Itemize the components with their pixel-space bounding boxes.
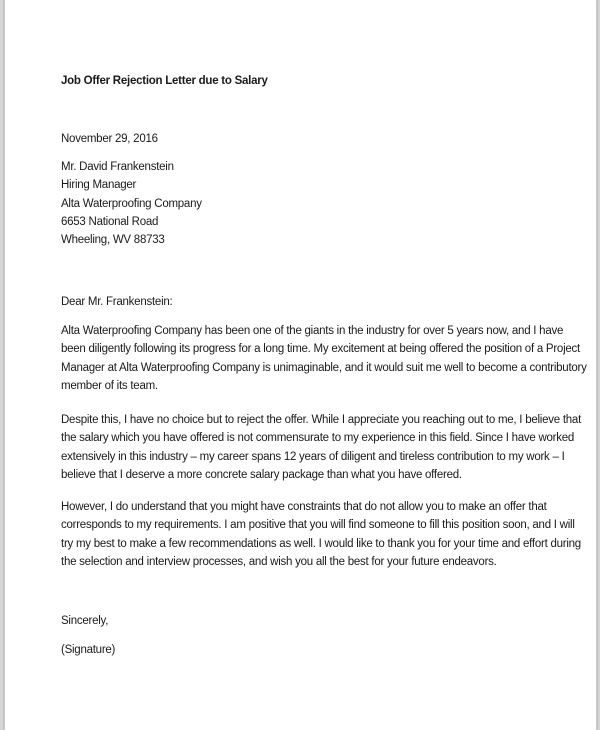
paragraph-line: try my best to make a few recommendations as well. I would like to thank you for your time and effort during (61, 537, 581, 550)
letter-title: Job Offer Rejection Letter due to Salary (61, 75, 268, 87)
closing: Sincerely, (61, 615, 109, 627)
recipient-address (61, 158, 531, 249)
document-page (4, 0, 597, 730)
paragraph-line: However, I do understand that you might have constraints that do not allow you to make an offer that (61, 501, 547, 513)
paragraph-line: the salary which you have offered is not commensurate to my experience in this field. Since I have worked (61, 432, 575, 445)
paragraph-line: Alta Waterproofing Company has been one of the giants in the industry for over 5 years now, and I have (61, 325, 564, 337)
paragraph-line: corresponds to my requirements. I am positive that you will find someone to fill this position soon, and I will (61, 519, 575, 532)
paragraph-line: extensively in this industry – my career spans 12 years of diligent and tireless contribution to my work – I (61, 450, 565, 463)
recipient-name: Mr. David Frankenstein (61, 161, 174, 173)
paragraph-line: the selection and interview processes, and wish you all the best for your future endeavors. (61, 555, 497, 568)
paragraph-line: been diligently following its progress for a long time. My excitement at being offered the position of a Project (61, 343, 580, 356)
paragraph-line: believe that I deserve a more concrete salary package than what you have offered. (61, 468, 462, 481)
recipient-position: Hiring Manager (61, 179, 137, 192)
letter-date: November 29, 2016 (61, 133, 158, 145)
paragraph-line: member of its team. (61, 379, 158, 392)
signature-placeholder: (Signature) (61, 644, 116, 656)
recipient-street: 6653 National Road (61, 215, 159, 228)
paragraph-1 (61, 322, 587, 395)
paragraph-2 (61, 411, 582, 484)
paragraph-3 (61, 498, 581, 571)
paragraph-line: Despite this, I have no choice but to reject the offer. While I appreciate you reaching out to me, I believe that (61, 414, 582, 426)
recipient-company: Alta Waterproofing Company (61, 197, 202, 210)
salutation: Dear Mr. Frankenstein: (61, 296, 173, 308)
paragraph-line: Manager at Alta Waterproofing Company is unimaginable, and it would suit me well to become a contributory (61, 361, 587, 374)
recipient-city: Wheeling, WV 88733 (61, 234, 165, 247)
